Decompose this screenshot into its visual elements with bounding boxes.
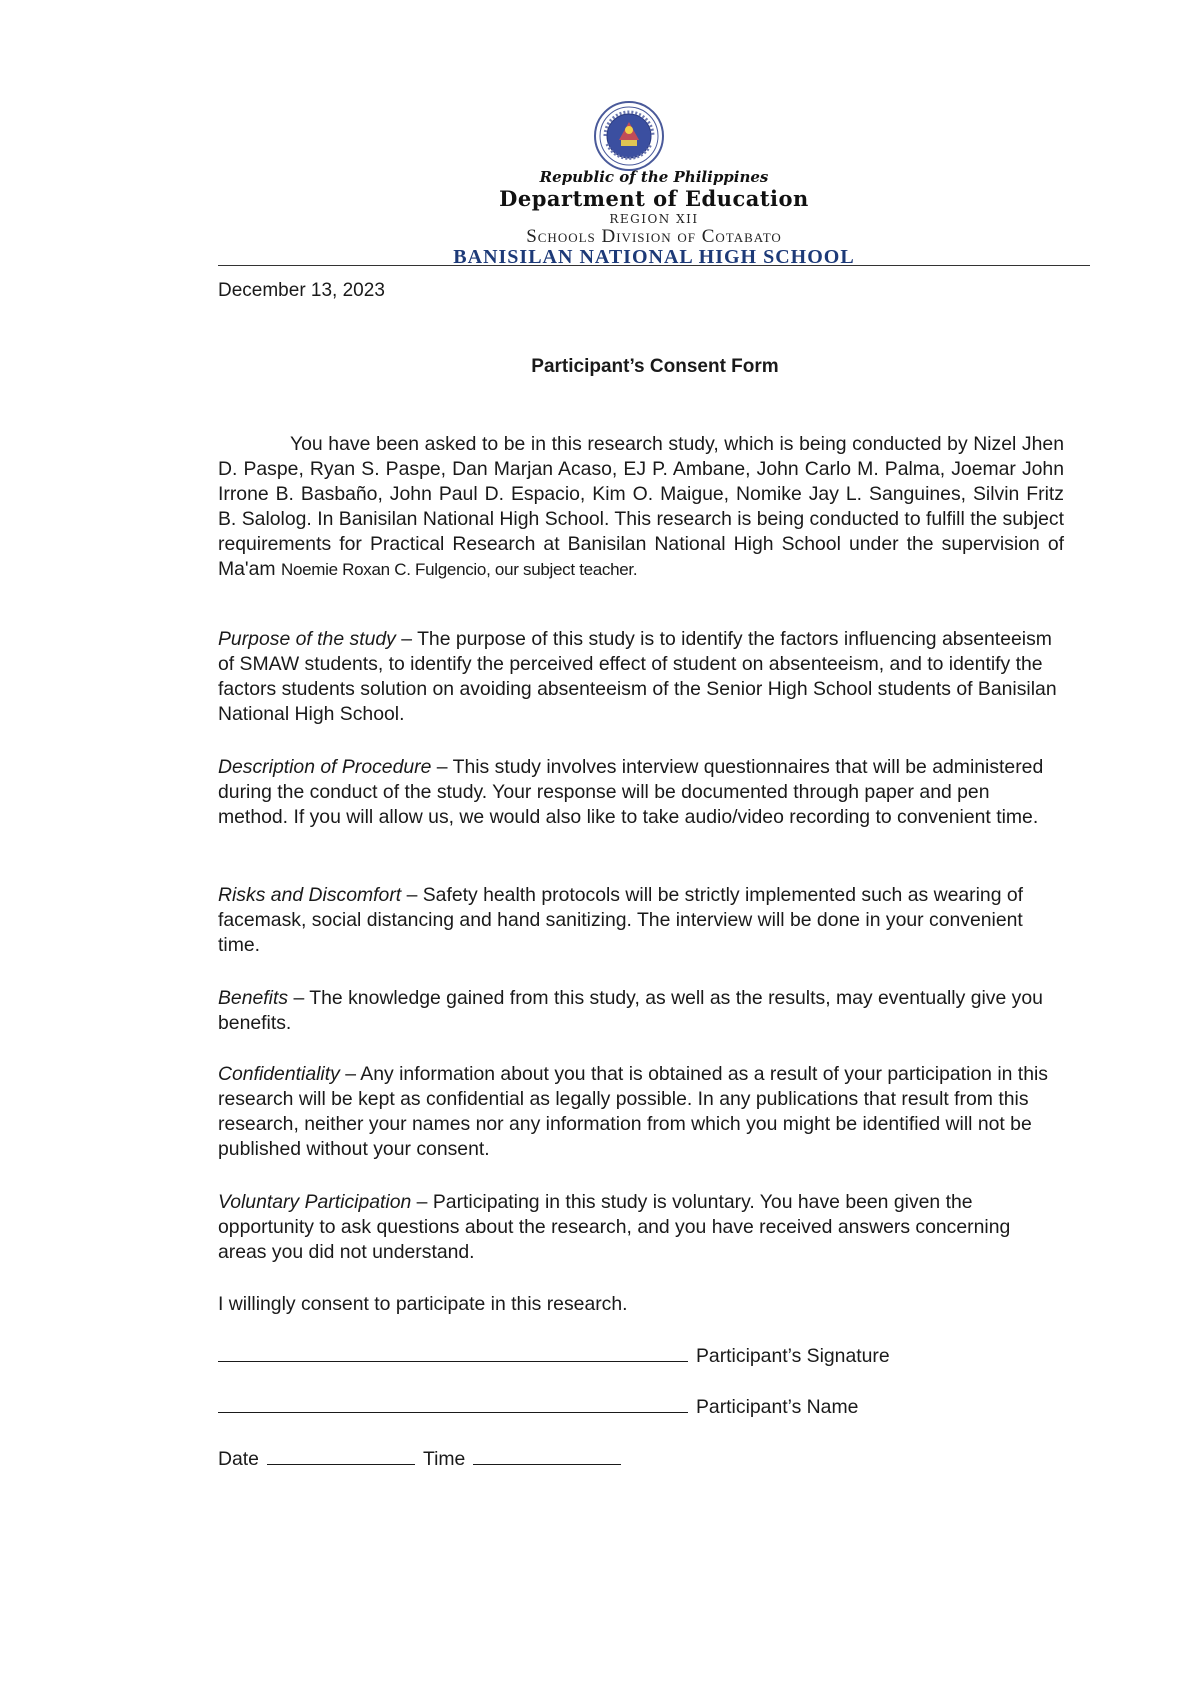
letterhead-department: Department of Education [499, 186, 809, 211]
page-title: Participant’s Consent Form [531, 356, 779, 377]
letterhead-division: Schools Division of Cotabato [526, 226, 782, 247]
document-date: December 13, 2023 [218, 280, 385, 301]
signature-line[interactable] [218, 1343, 688, 1362]
section-term: Voluntary Participation [218, 1191, 412, 1213]
intro-tail: Noemie Roxan C. Fulgencio, our subject teacher. [280, 560, 638, 579]
consent-statement: I willingly consent to participate in this research. [218, 1293, 628, 1315]
name-label: Participant’s Name [696, 1396, 859, 1418]
section-text: – The purpose of this study is to identify the factors influencing absenteeism of SMAW students, to identify the perceived effect of student on absenteeism, and to identify the factors students solution on avoiding absenteeism of the Senior High School students of Banisilan National High School. [218, 628, 1057, 725]
section-text: – Safety health protocols will be strictly implemented such as wearing of facemask, social distancing and hand sanitizing. The interview will be done in your convenient time. [218, 884, 1024, 956]
intro-text: You have been asked to be in this research study, which is being conducted by Nizel Jhen D. Paspe, Ryan S. Paspe, Dan Marjan Acaso, EJ P. Ambane, John Carlo M. Palma, Joemar John Irrone B. Basbaño, John Paul D. Espacio, Kim O. Maigue, Nomike Jay L. Sanguines, Silvin Fritz B. Salolog. In Banisilan National High School. This research is being conducted to fulfill the subject requirements for Practical Research at Banisilan National High School under the supervision of Ma'am [218, 433, 1064, 580]
date-line[interactable] [267, 1446, 415, 1465]
date-time-row [218, 1446, 629, 1471]
letterhead-school: BANISILAN NATIONAL HIGH SCHOOL [453, 246, 855, 268]
section-term: Purpose of the study [218, 628, 396, 650]
intro-paragraph [218, 432, 1064, 582]
section-text: – The knowledge gained from this study, as well as the results, may eventually give you benefits. [218, 987, 1043, 1034]
section-term: Description of Procedure [218, 756, 432, 778]
signature-label: Participant’s Signature [696, 1345, 890, 1367]
section-benefits [218, 986, 1064, 1036]
letterhead [218, 100, 1090, 268]
date-label: Date [218, 1448, 259, 1470]
letterhead-divider [218, 265, 1090, 266]
section-confidentiality [218, 1062, 1064, 1162]
section-term: Benefits [218, 987, 289, 1009]
name-row [218, 1394, 858, 1419]
deped-seal-icon [593, 100, 665, 172]
letterhead-region: REGION XII [609, 212, 699, 226]
section-procedure [218, 755, 1064, 830]
section-text: – Participating in this study is voluntary. You have been given the opportunity to ask questions about the research, and you have received answers concerning areas you did not understand. [218, 1191, 1011, 1263]
section-risks [218, 883, 1064, 958]
time-label: Time [422, 1448, 466, 1470]
section-term: Risks and Discomfort [218, 884, 402, 906]
section-purpose [218, 627, 1064, 727]
signature-row [218, 1343, 890, 1368]
time-line[interactable] [473, 1446, 621, 1465]
section-text: – This study involves interview questionnaires that will be administered during the conduct of the study. Your response will be documented through paper and pen method. If you will allow us, we would also like to take audio/video recording to convenient time. [218, 756, 1044, 828]
name-line[interactable] [218, 1394, 688, 1413]
section-voluntary [218, 1190, 1064, 1265]
section-term: Confidentiality [218, 1063, 340, 1085]
section-text: – Any information about you that is obtained as a result of your participation in this research will be kept as confidential as legally possible. In any publications that result from this research, neither your names nor any information from which you might be identified will not be published without your consent. [218, 1063, 1048, 1160]
letterhead-republic: Republic of the Philippines [539, 168, 769, 186]
